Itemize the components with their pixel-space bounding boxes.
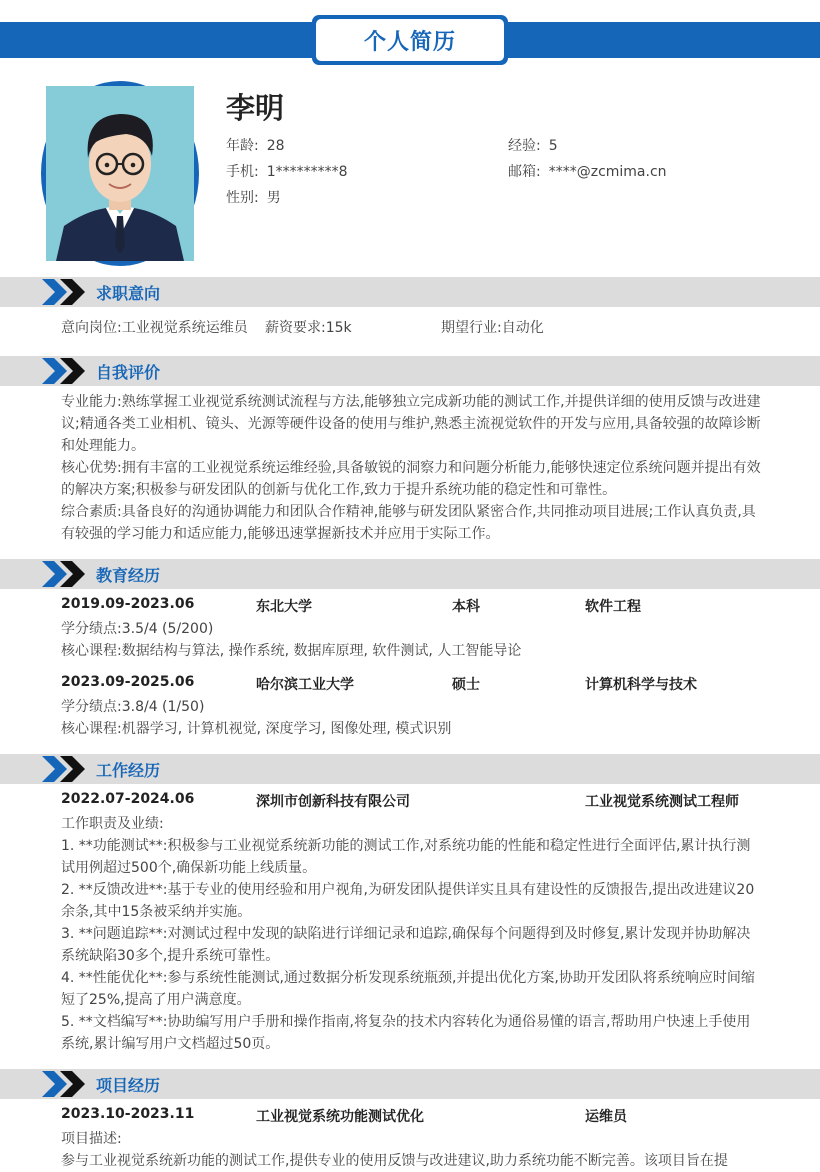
age-row: 年龄: 28: [226, 138, 285, 154]
work-company: 深圳市创新科技有限公司: [256, 794, 410, 810]
intent-industry: 期望行业:自动化: [441, 320, 544, 336]
work-intro: 工作职责及业绩:: [61, 816, 164, 832]
section-title: 求职意向: [96, 284, 161, 303]
edu-degree: 本科: [452, 599, 480, 615]
self-eval-overall: 综合素质:具备良好的沟通协调能力和团队合作精神,能够与研发团队紧密合作,共同推动项目进展;工作认真负责,具有较强的学习能力和适应能力,能够迅速掌握新技术并应用于实际工作。: [61, 504, 756, 542]
project-period: 2023.10-2023.11: [61, 1106, 195, 1122]
double-chevron-icon: [40, 352, 90, 390]
work-item: 3. **问题追踪**:对测试过程中发现的缺陷进行详细记录和追踪,确保每个问题得到及时修复,累计发现并协助解决系统缺陷30多个,提升系统可靠性。: [61, 926, 751, 964]
section-title: 自我评价: [96, 363, 161, 382]
edu-courses: 核心课程:数据结构与算法, 操作系统, 数据库原理, 软件测试, 人工智能导论: [61, 643, 522, 659]
section-title: 教育经历: [96, 566, 161, 585]
edu-school: 哈尔滨工业大学: [256, 677, 354, 693]
double-chevron-icon: [40, 750, 90, 788]
intent-position: 意向岗位:工业视觉系统运维员: [61, 320, 248, 336]
self-eval-core: 核心优势:拥有丰富的工业视觉系统运维经验,具备敏锐的洞察力和问题分析能力,能够快速定位系统问题并提出有效的解决方案;积极参与研发团队的创新与优化工作,致力于提升系统功能的稳定性和可靠性。: [61, 460, 761, 498]
project-intro: 项目描述:: [61, 1131, 122, 1147]
edu-period: 2019.09-2023.06: [61, 596, 195, 612]
edu-courses: 核心课程:机器学习, 计算机视觉, 深度学习, 图像处理, 模式识别: [61, 721, 452, 737]
work-item: 5. **文档编写**:协助编写用户手册和操作指南,将复杂的技术内容转化为通俗易懂的语言,帮助用户快速上手使用系统,累计编写用户文档超过50页。: [61, 1014, 751, 1052]
edu-gpa: 学分绩点:3.8/4 (1/50): [61, 699, 205, 715]
section-header-education: [0, 559, 820, 589]
work-item: 4. **性能优化**:参与系统性能测试,通过数据分析发现系统瓶颈,并提出优化方案,协助开发团队将系统响应时间缩短了25%,提高了用户满意度。: [61, 970, 755, 1008]
edu-period: 2023.09-2025.06: [61, 674, 195, 690]
work-item: 2. **反馈改进**:基于专业的使用经验和用户视角,为研发团队提供详实且具有建设性的反馈报告,提出改进建议20余条,其中15条被采纳并实施。: [61, 882, 755, 920]
self-eval-professional: 专业能力:熟练掌握工业视觉系统测试流程与方法,能够独立完成新功能的测试工作,并提供详细的使用反馈与改进建议;精通各类工业相机、镜头、光源等硬件设备的使用与维护,熟悉主流视觉软件的开发与应用,具备较强的故障诊断和处理能力。: [61, 394, 761, 454]
double-chevron-icon: [40, 1065, 90, 1103]
section-title: 项目经历: [96, 1076, 161, 1095]
edu-school: 东北大学: [256, 599, 312, 615]
email-row: 邮箱: ****@zcmima.cn: [508, 164, 667, 180]
work-period: 2022.07-2024.06: [61, 791, 195, 807]
gender-row: 性别: 男: [226, 190, 281, 206]
portrait-illustration: [46, 86, 194, 261]
person-name: 李明: [226, 91, 285, 125]
section-header-work: [0, 754, 820, 784]
section-header-intent: [0, 277, 820, 307]
project-role: 运维员: [585, 1109, 627, 1125]
section-header-self: [0, 356, 820, 386]
section-header-project: [0, 1069, 820, 1099]
edu-major: 软件工程: [585, 599, 641, 615]
edu-gpa: 学分绩点:3.5/4 (5/200): [61, 621, 214, 637]
section-title: 工作经历: [96, 761, 161, 780]
double-chevron-icon: [40, 555, 90, 593]
avatar: [41, 81, 199, 266]
edu-degree: 硕士: [452, 677, 480, 693]
page-title: 个人简历: [316, 19, 504, 61]
title-box: [312, 15, 508, 65]
intent-salary: 薪资要求:15k: [265, 320, 352, 336]
work-role: 工业视觉系统测试工程师: [585, 794, 739, 810]
phone-row: 手机: 1*********8: [226, 164, 348, 180]
double-chevron-icon: [40, 273, 90, 311]
edu-major: 计算机科学与技术: [585, 677, 697, 693]
work-item: 1. **功能测试**:积极参与工业视觉系统新功能的测试工作,对系统功能的性能和稳定性进行全面评估,累计执行测试用例超过500个,确保新功能上线质量。: [61, 838, 751, 876]
project-name: 工业视觉系统功能测试优化: [256, 1109, 424, 1125]
experience-row: 经验: 5: [508, 138, 558, 154]
project-desc: 参与工业视觉系统新功能的测试工作,提供专业的使用反馈与改进建议,助力系统功能不断完善。该项目旨在提: [61, 1153, 728, 1169]
